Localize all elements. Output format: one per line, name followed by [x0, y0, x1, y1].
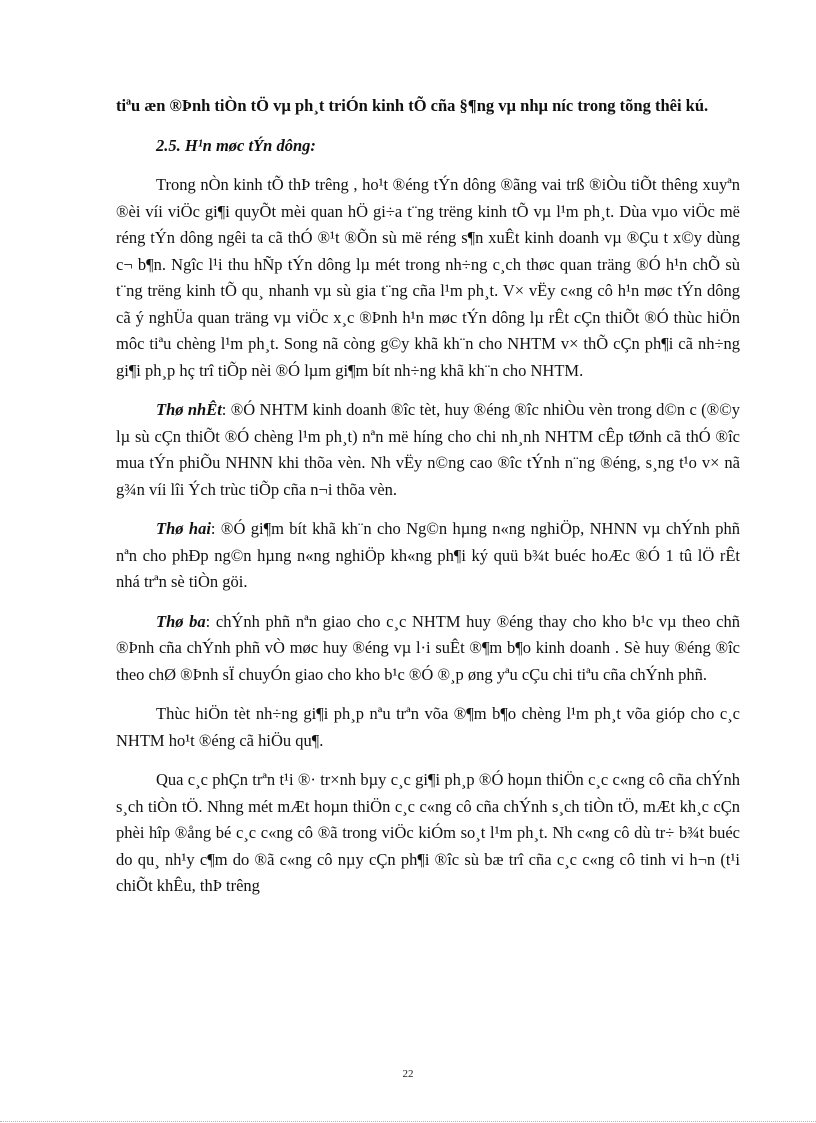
paragraph-third-text: : chÝnh phñ nªn giao cho c¸c NHTM huy ®éng thay cho kho b¹c vµ theo chñ ®Þnh cña chÝnh phñ vÒ møc huy ®éng vµ l·i suÊt ®¶m b¶o kinh doanh . Sè huy ®éng ®îc theo chØ ®Þnh sÏ chuyÓn giao cho kho b¹c ®Ó ®¸p øng yªu cÇu chi tiªu cña chÝnh phñ.	[116, 611, 740, 684]
page-bottom-divider	[0, 1121, 816, 1122]
paragraph-first	[116, 397, 740, 503]
paragraph-credit-limit: Trong nÒn kinh tÕ thÞ trêng , ho¹t ®éng tÝn dông ®ãng vai trß ®iÒu tiÕt thêng xuyªn ®èi víi viÖc gi¶i quyÕt mèi quan hÖ gi÷a t¨ng trëng kinh tÕ vµ l¹m ph¸t. Dùa vµo viÖc më réng tÝn dông ngêi ta cã thÓ ®¹t ®Õn sù më réng s¶n xuÊt kinh doanh vµ ®Çu t x©y dùng c¬ b¶n. Ngîc l¹i thu hÑp tÝn dông lµ mét trong nh÷ng c¸ch thøc quan träng ®Ó h¹n chÕ sù t¨ng trëng kinh tÕ qu¸ nhanh vµ sù gia t¨ng cña l¹m ph¸t. V× vËy c«ng cô h¹n møc tÝn dông cã ý nghÜa quan träng vµ viÖc x¸c ®Þnh h¹n møc tÝn dông lµ rÊt cÇn thiÕt ®Ó thùc hiÖn môc tiªu chèng l¹m ph¸t. Song nã còng g©y khã kh¨n cho NHTM v× thÕ cÇn ph¶i cã nh÷ng gi¶i ph¸p hç trî tiÕp nèi ®Ó lµm gi¶m bít nh÷ng khã kh¨n cho NHTM.	[116, 175, 740, 380]
paragraph-second	[116, 516, 740, 596]
paragraph-second-text: : ®Ó gi¶m bít khã kh¨n cho Ng©n hµng n«ng nghiÖp, NHNN vµ chÝnh phñ nªn cho phÐp ng©n hµng n«ng nghiÖp kh«ng ph¶i ký quü b¾t buéc hoÆc ®Ó 1 tû lÖ rÊt nhá trªn sè tiÒn göi.	[116, 519, 740, 591]
lead-second: Thø hai	[156, 519, 211, 538]
lead-third: Thø ba	[156, 611, 206, 631]
page-content	[116, 93, 740, 913]
paragraph-third	[116, 609, 740, 689]
paragraph-conclusion: Qua c¸c phÇn trªn t¹i ®· tr×nh bµy c¸c gi¶i ph¸p ®Ó hoµn thiÖn c¸c c«ng cô cña chÝnh s¸ch tiÒn tÖ. Nhng mét mÆt hoµn thiÖn c¸c c«ng cô cña chÝnh s¸ch tiÒn tÖ, mÆt kh¸c cÇn phèi hîp ®ång bé c¸c c«ng cô ®ã trong viÖc kiÓm so¸t l¹m ph¸t. Nh c«ng cô dù tr÷ b¾t buéc do qu¸ nh¹y c¶m do ®ã c«ng cô nµy cÇn ph¶i ®îc sù bæ trî cña c¸c c«ng cô tinh vi h¬n (t¹i chiÕt khÊu, thÞ trêng	[116, 770, 740, 895]
page-number: 22	[402, 1068, 414, 1080]
paragraph-summary: Thùc hiÖn tèt nh÷ng gi¶i ph¸p nªu trªn võa ®¶m b¶o chèng l¹m ph¸t võa gióp cho c¸c NHTM ho¹t ®éng cã hiÖu qu¶.	[116, 704, 740, 750]
paragraph-first-text: : ®Ó NHTM kinh doanh ®îc tèt, huy ®éng ®îc nhiÒu vèn trong d©n c (®©y lµ sù cÇn thiÕt ®Ó chèng l¹m ph¸t) nªn më híng cho chi nh¸nh NHTM cÊp tØnh cã thÓ ®îc mua tÝn phiÕu NHNN khi thõa vèn. Nh vËy n©ng cao ®îc tÝnh n¨ng ®éng, s¸ng t¹o v× nã g¾n víi lîi Ých trùc tiÕp cña n¬i thõa vèn.	[116, 400, 740, 499]
paragraph-intro: tiªu æn ®Þnh tiÒn tÖ vµ ph¸t triÓn kinh tÕ cña §¶ng vµ nhµ níc trong tõng thêi kú.	[116, 96, 709, 115]
section-heading: 2.5. H¹n møc tÝn dông:	[156, 135, 316, 155]
lead-first: Thø nhÊt	[156, 400, 222, 419]
